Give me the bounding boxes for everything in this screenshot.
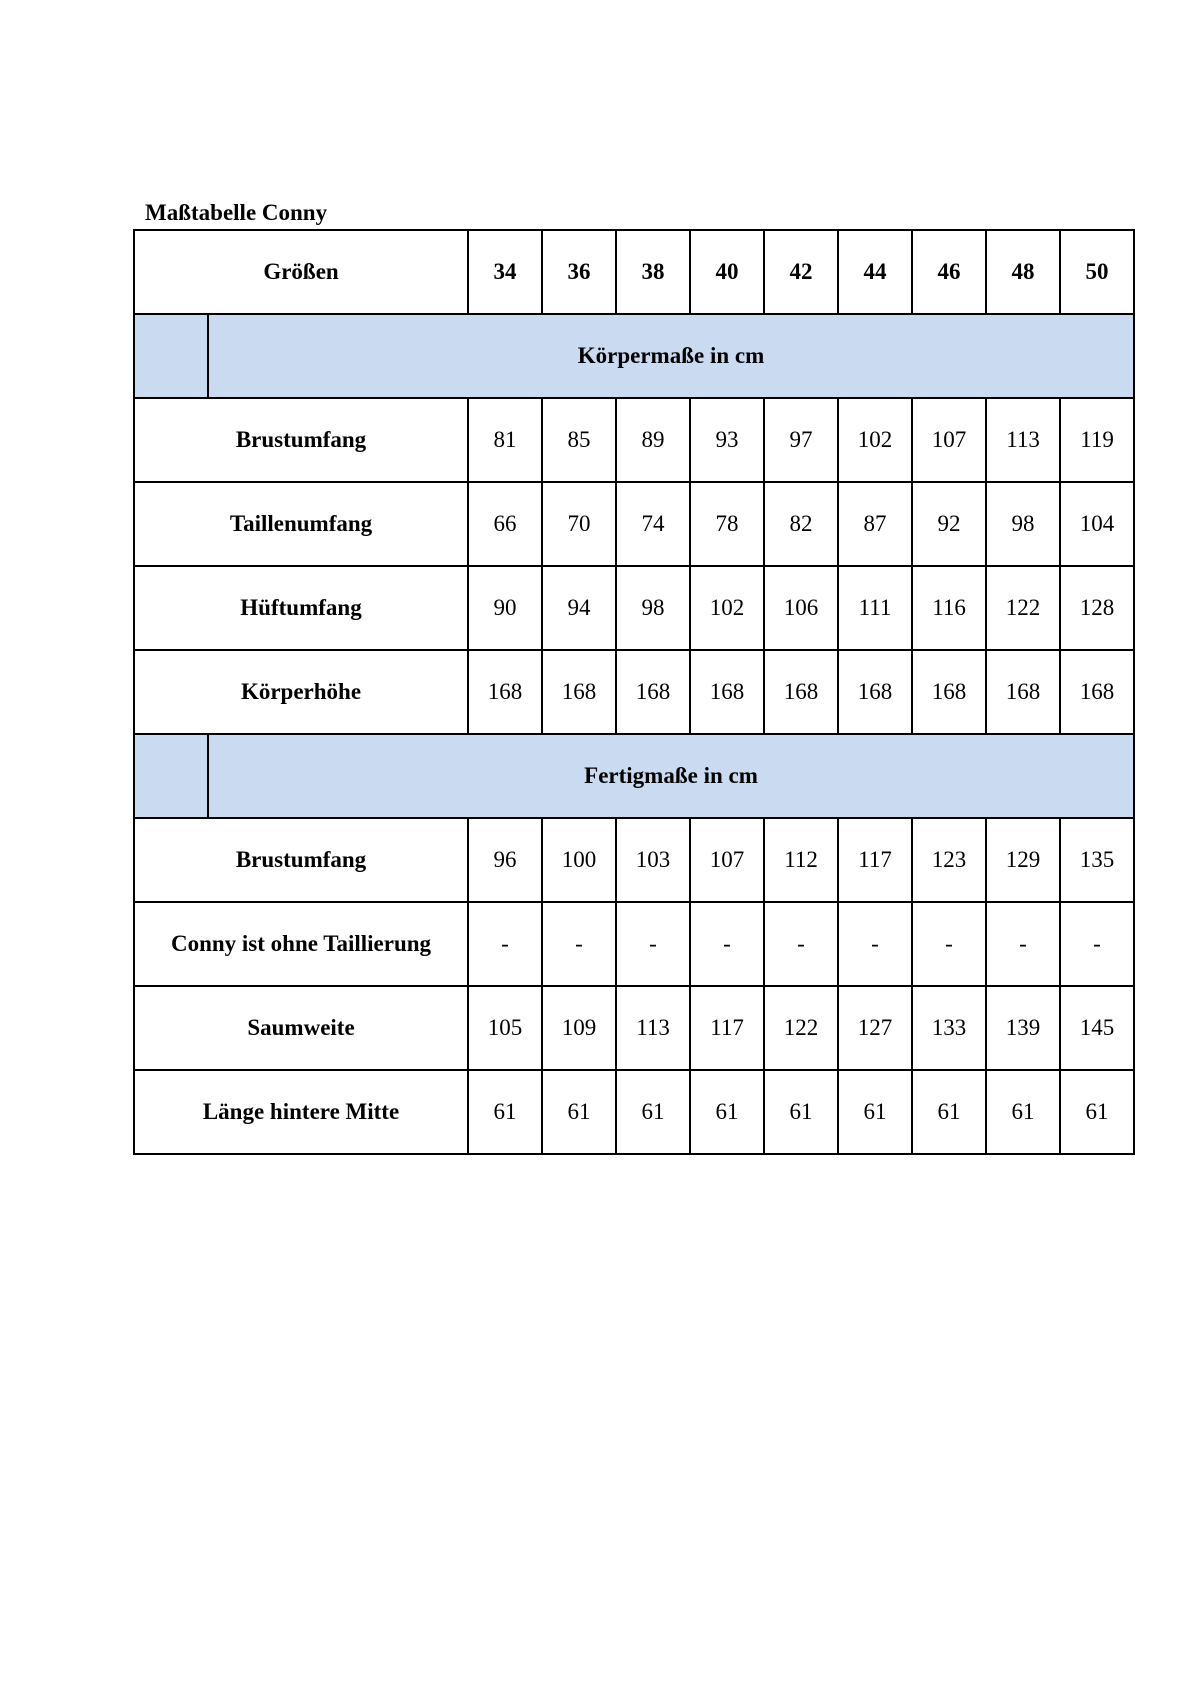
section-title: Körpermaße in cm	[208, 314, 1134, 398]
value-cell: 61	[764, 1070, 838, 1154]
value-cell: 61	[912, 1070, 986, 1154]
value-cell: 94	[542, 566, 616, 650]
value-cell: 117	[838, 818, 912, 902]
size-header: 34	[468, 230, 542, 314]
value-cell: -	[1060, 902, 1134, 986]
size-header: 38	[616, 230, 690, 314]
row-label: Conny ist ohne Taillierung	[134, 902, 468, 986]
size-chart-table	[133, 229, 1135, 1155]
value-cell: 81	[468, 398, 542, 482]
value-cell: 104	[1060, 482, 1134, 566]
row-label: Länge hintere Mitte	[134, 1070, 468, 1154]
value-cell: 70	[542, 482, 616, 566]
value-cell: 93	[690, 398, 764, 482]
value-cell: 61	[986, 1070, 1060, 1154]
value-cell: 133	[912, 986, 986, 1070]
value-cell: 113	[616, 986, 690, 1070]
value-cell: 112	[764, 818, 838, 902]
value-cell: 61	[468, 1070, 542, 1154]
value-cell: -	[838, 902, 912, 986]
value-cell: 119	[1060, 398, 1134, 482]
value-cell: 61	[690, 1070, 764, 1154]
value-cell: 116	[912, 566, 986, 650]
value-cell: 168	[912, 650, 986, 734]
value-cell: 168	[764, 650, 838, 734]
value-cell: 117	[690, 986, 764, 1070]
table-row	[134, 482, 1134, 566]
row-label: Hüftumfang	[134, 566, 468, 650]
value-cell: -	[616, 902, 690, 986]
value-cell: 168	[690, 650, 764, 734]
sizes-header-label: Größen	[134, 230, 468, 314]
section-header-row	[134, 314, 1134, 398]
size-header: 48	[986, 230, 1060, 314]
table-row	[134, 902, 1134, 986]
table-row	[134, 398, 1134, 482]
value-cell: 107	[690, 818, 764, 902]
value-cell: 168	[542, 650, 616, 734]
value-cell: 61	[616, 1070, 690, 1154]
row-label: Saumweite	[134, 986, 468, 1070]
value-cell: 66	[468, 482, 542, 566]
table-row	[134, 1070, 1134, 1154]
value-cell: -	[468, 902, 542, 986]
value-cell: 122	[986, 566, 1060, 650]
section-marker-cell	[134, 314, 208, 398]
value-cell: -	[912, 902, 986, 986]
value-cell: 96	[468, 818, 542, 902]
value-cell: 111	[838, 566, 912, 650]
value-cell: 92	[912, 482, 986, 566]
value-cell: 102	[838, 398, 912, 482]
value-cell: 61	[1060, 1070, 1134, 1154]
value-cell: 61	[542, 1070, 616, 1154]
value-cell: 105	[468, 986, 542, 1070]
value-cell: 90	[468, 566, 542, 650]
section-title: Fertigmaße in cm	[208, 734, 1134, 818]
value-cell: 107	[912, 398, 986, 482]
value-cell: 100	[542, 818, 616, 902]
value-cell: 97	[764, 398, 838, 482]
header-row	[134, 230, 1134, 314]
value-cell: 61	[838, 1070, 912, 1154]
size-header: 42	[764, 230, 838, 314]
size-header: 44	[838, 230, 912, 314]
size-header: 46	[912, 230, 986, 314]
value-cell: 128	[1060, 566, 1134, 650]
row-label: Taillenumfang	[134, 482, 468, 566]
value-cell: 129	[986, 818, 1060, 902]
table-row	[134, 818, 1134, 902]
row-label: Brustumfang	[134, 818, 468, 902]
value-cell: 122	[764, 986, 838, 1070]
value-cell: 85	[542, 398, 616, 482]
value-cell: 168	[468, 650, 542, 734]
value-cell: 98	[616, 566, 690, 650]
row-label: Körperhöhe	[134, 650, 468, 734]
value-cell: 98	[986, 482, 1060, 566]
table-row	[134, 566, 1134, 650]
value-cell: -	[986, 902, 1060, 986]
value-cell: 168	[986, 650, 1060, 734]
value-cell: 109	[542, 986, 616, 1070]
table-row	[134, 986, 1134, 1070]
value-cell: -	[542, 902, 616, 986]
value-cell: 87	[838, 482, 912, 566]
value-cell: 168	[616, 650, 690, 734]
value-cell: 127	[838, 986, 912, 1070]
table-row	[134, 650, 1134, 734]
value-cell: -	[764, 902, 838, 986]
size-header: 50	[1060, 230, 1134, 314]
value-cell: 168	[1060, 650, 1134, 734]
size-header: 40	[690, 230, 764, 314]
value-cell: 103	[616, 818, 690, 902]
value-cell: 82	[764, 482, 838, 566]
value-cell: 139	[986, 986, 1060, 1070]
value-cell: 89	[616, 398, 690, 482]
value-cell: 78	[690, 482, 764, 566]
value-cell: 74	[616, 482, 690, 566]
row-label: Brustumfang	[134, 398, 468, 482]
section-marker-cell	[134, 734, 208, 818]
value-cell: 123	[912, 818, 986, 902]
value-cell: 145	[1060, 986, 1134, 1070]
value-cell: -	[690, 902, 764, 986]
document-title: Maßtabelle Conny	[145, 200, 328, 225]
size-header: 36	[542, 230, 616, 314]
value-cell: 102	[690, 566, 764, 650]
value-cell: 106	[764, 566, 838, 650]
value-cell: 113	[986, 398, 1060, 482]
value-cell: 168	[838, 650, 912, 734]
value-cell: 135	[1060, 818, 1134, 902]
section-header-row	[134, 734, 1134, 818]
